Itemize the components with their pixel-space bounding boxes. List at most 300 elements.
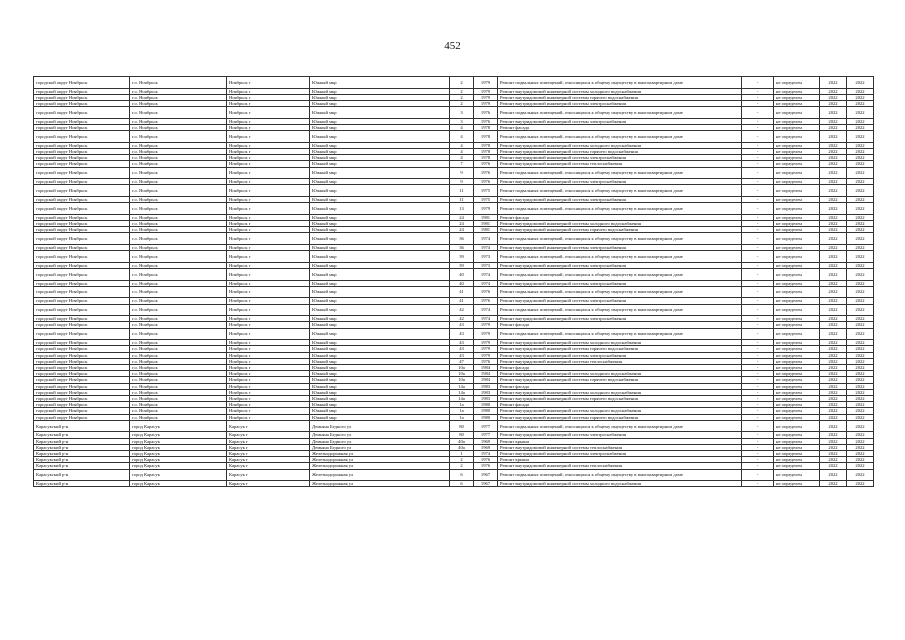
street-cell: Южный мкр [310,383,450,389]
build-year-cell: 1979 [474,88,498,94]
settlement-cell: Ноябрьск г [227,125,310,131]
settlement-cell: Ноябрьск г [227,262,310,268]
house-number-cell: 1а [450,402,474,408]
street-cell: Южный мкр [310,269,450,281]
status-cell: не определен [774,262,820,268]
work-type-cell: Ремонт внутридомовой инженерной системы электроснабжения [498,316,742,322]
build-year-cell: 1978 [474,149,498,155]
build-year-cell: 1976 [474,161,498,167]
settlement-cell: Ноябрьск г [227,358,310,364]
status-cell: не определен [774,161,820,167]
value-cell: - [742,444,774,450]
work-type-cell: Ремонт крыши [498,457,742,463]
start-year-cell: 2022 [820,203,847,215]
start-year-cell: 2022 [820,233,847,245]
municipality-cell: город Карасук [130,451,227,457]
status-cell: не определен [774,408,820,414]
street-cell: Южный мкр [310,280,450,286]
municipality-cell: г.о. Ноябрьск [130,262,227,268]
settlement-cell: Ноябрьск г [227,352,310,358]
start-year-cell: 2022 [820,107,847,119]
settlement-cell: Ноябрьск г [227,408,310,414]
house-number-cell: 4 [450,149,474,155]
municipality-cell: г.о. Ноябрьск [130,402,227,408]
municipality-cell: г.о. Ноябрьск [130,408,227,414]
district-cell: Карасукский р-н [34,451,130,457]
build-year-cell: 1976 [474,457,498,463]
municipality-cell: г.о. Ноябрьск [130,197,227,203]
work-type-cell: Ремонт внутридомовой инженерной системы электроснабжения [498,352,742,358]
end-year-cell: 2022 [847,304,874,316]
start-year-cell: 2022 [820,221,847,227]
value-cell: - [742,438,774,444]
end-year-cell: 2022 [847,358,874,364]
municipality-cell: г.о. Ноябрьск [130,125,227,131]
settlement-cell: Карасук г [227,420,310,432]
municipality-cell: г.о. Ноябрьск [130,352,227,358]
work-type-cell: Ремонт внутридомовой инженерной системы электроснабжения [498,155,742,161]
work-type-cell: Ремонт внутридомовой инженерной системы холодного водоснабжения [498,408,742,414]
street-cell: Южный мкр [310,179,450,185]
build-year-cell: 1976 [474,298,498,304]
street-cell: Южный мкр [310,101,450,107]
house-number-cell: 43 [450,322,474,328]
value-cell: - [742,328,774,340]
value-cell: - [742,251,774,263]
district-cell: городской округ Ноябрьск [34,304,130,316]
municipality-cell: г.о. Ноябрьск [130,383,227,389]
district-cell: городской округ Ноябрьск [34,107,130,119]
start-year-cell: 2022 [820,481,847,487]
district-cell: городской округ Ноябрьск [34,233,130,245]
end-year-cell: 2022 [847,438,874,444]
street-cell: Южный мкр [310,286,450,298]
municipality-cell: г.о. Ноябрьск [130,161,227,167]
end-year-cell: 2022 [847,444,874,450]
settlement-cell: Ноябрьск г [227,298,310,304]
house-number-cell: 41 [450,286,474,298]
build-year-cell: 1975 [474,185,498,197]
build-year-cell: 1978 [474,125,498,131]
build-year-cell: 1981 [474,221,498,227]
end-year-cell: 2022 [847,88,874,94]
build-year-cell: 1978 [474,131,498,143]
status-cell: не определен [774,377,820,383]
status-cell: не определен [774,185,820,197]
house-number-cell: 1а [450,414,474,420]
build-year-cell: 1976 [474,107,498,119]
street-cell: Южный мкр [310,316,450,322]
district-cell: городской округ Ноябрьск [34,118,130,124]
settlement-cell: Ноябрьск г [227,377,310,383]
municipality-cell: г.о. Ноябрьск [130,269,227,281]
start-year-cell: 2022 [820,118,847,124]
end-year-cell: 2022 [847,340,874,346]
build-year-cell: 1979 [474,203,498,215]
value-cell: - [742,101,774,107]
table-row [34,131,874,143]
start-year-cell: 2022 [820,101,847,107]
status-cell: не определен [774,352,820,358]
municipality-cell: г.о. Ноябрьск [130,167,227,179]
start-year-cell: 2022 [820,322,847,328]
municipality-cell: г.о. Ноябрьск [130,371,227,377]
end-year-cell: 2022 [847,221,874,227]
table-row [34,328,874,340]
end-year-cell: 2022 [847,432,874,438]
district-cell: городской округ Ноябрьск [34,125,130,131]
end-year-cell: 2022 [847,383,874,389]
district-cell: городской округ Ноябрьск [34,298,130,304]
build-year-cell: 1980 [474,414,498,420]
value-cell: - [742,340,774,346]
house-number-cell: 39 [450,251,474,263]
municipality-cell: г.о. Ноябрьск [130,142,227,148]
value-cell: - [742,432,774,438]
status-cell: не определен [774,444,820,450]
district-cell: городской округ Ноябрьск [34,203,130,215]
build-year-cell: 1979 [474,346,498,352]
end-year-cell: 2022 [847,451,874,457]
municipality-cell: г.о. Ноябрьск [130,340,227,346]
district-cell: городской округ Ноябрьск [34,371,130,377]
work-type-cell: Ремонт внутридомовой инженерной системы холодного водоснабжения [498,389,742,395]
municipality-cell: г.о. Ноябрьск [130,316,227,322]
start-year-cell: 2022 [820,197,847,203]
work-type-cell: Ремонт подвальных помещений, относящихся к общему имуществу в многоквартирном доме [498,304,742,316]
value-cell: - [742,167,774,179]
status-cell: не определен [774,197,820,203]
district-cell: Карасукский р-н [34,438,130,444]
status-cell: не определен [774,107,820,119]
district-cell: городской округ Ноябрьск [34,352,130,358]
settlement-cell: Ноябрьск г [227,251,310,263]
table-row [34,286,874,298]
end-year-cell: 2022 [847,316,874,322]
status-cell: не определен [774,340,820,346]
work-type-cell: Ремонт подвальных помещений, относящихся к общему имуществу в многоквартирном доме [498,328,742,340]
municipality-cell: город Карасук [130,457,227,463]
start-year-cell: 2022 [820,179,847,185]
municipality-cell: город Карасук [130,438,227,444]
house-number-cell: 1а [450,408,474,414]
start-year-cell: 2022 [820,227,847,233]
house-number-cell: 11 [450,197,474,203]
street-cell: Южный мкр [310,221,450,227]
street-cell: Южный мкр [310,125,450,131]
start-year-cell: 2022 [820,438,847,444]
street-cell: Южный мкр [310,298,450,304]
start-year-cell: 2022 [820,155,847,161]
street-cell: Южный мкр [310,142,450,148]
work-type-cell: Ремонт подвальных помещений, относящихся к общему имуществу в многоквартирном доме [498,269,742,281]
value-cell: - [742,286,774,298]
end-year-cell: 2022 [847,125,874,131]
build-year-cell: 1967 [474,469,498,481]
street-cell: Железнодорожная ул [310,463,450,469]
build-year-cell: 1973 [474,262,498,268]
municipality-cell: г.о. Ноябрьск [130,155,227,161]
district-cell: городской округ Ноябрьск [34,101,130,107]
district-cell: городской округ Ноябрьск [34,414,130,420]
house-number-cell: 9 [450,167,474,179]
street-cell: Южный мкр [310,167,450,179]
work-type-cell: Ремонт внутридомовой инженерной системы теплоснабжения [498,358,742,364]
district-cell: городской округ Ноябрьск [34,286,130,298]
municipality-cell: г.о. Ноябрьск [130,77,227,89]
work-type-cell: Ремонт внутридомовой инженерной системы горячего водоснабжения [498,414,742,420]
settlement-cell: Ноябрьск г [227,94,310,100]
status-cell: не определен [774,167,820,179]
value-cell: - [742,77,774,89]
work-type-cell: Ремонт фасада [498,214,742,220]
settlement-cell: Ноябрьск г [227,414,310,420]
municipality-cell: г.о. Ноябрьск [130,107,227,119]
settlement-cell: Ноябрьск г [227,149,310,155]
status-cell: не определен [774,396,820,402]
settlement-cell: Ноябрьск г [227,118,310,124]
district-cell: городской округ Ноябрьск [34,77,130,89]
build-year-cell: 1983 [474,389,498,395]
street-cell: Железнодорожная ул [310,451,450,457]
district-cell: городской округ Ноябрьск [34,161,130,167]
end-year-cell: 2022 [847,269,874,281]
status-cell: не определен [774,214,820,220]
municipality-cell: г.о. Ноябрьск [130,377,227,383]
house-number-cell: 43 [450,340,474,346]
build-year-cell: 1978 [474,155,498,161]
end-year-cell: 2022 [847,203,874,215]
district-cell: городской округ Ноябрьск [34,402,130,408]
status-cell: не определен [774,451,820,457]
start-year-cell: 2022 [820,77,847,89]
start-year-cell: 2022 [820,389,847,395]
municipality-cell: г.о. Ноябрьск [130,131,227,143]
end-year-cell: 2022 [847,328,874,340]
build-year-cell: 1984 [474,365,498,371]
municipality-cell: г.о. Ноябрьск [130,322,227,328]
end-year-cell: 2022 [847,251,874,263]
district-cell: Карасукский р-н [34,463,130,469]
value-cell: - [742,245,774,251]
house-number-cell: 10а [450,377,474,383]
street-cell: Южный мкр [310,414,450,420]
house-number-cell: 2 [450,457,474,463]
value-cell: - [742,269,774,281]
street-cell: Южный мкр [310,346,450,352]
table-row [34,203,874,215]
status-cell: не определен [774,280,820,286]
house-number-cell: 47 [450,358,474,364]
street-cell: Южный мкр [310,245,450,251]
status-cell: не определен [774,142,820,148]
district-cell: городской округ Ноябрьск [34,322,130,328]
value-cell: - [742,469,774,481]
build-year-cell: 1979 [474,94,498,100]
end-year-cell: 2022 [847,463,874,469]
municipality-cell: г.о. Ноябрьск [130,203,227,215]
district-cell: Карасукский р-н [34,444,130,450]
municipality-cell: г.о. Ноябрьск [130,358,227,364]
end-year-cell: 2022 [847,94,874,100]
build-year-cell: 1979 [474,352,498,358]
house-number-cell: 80 [450,432,474,438]
start-year-cell: 2022 [820,328,847,340]
work-type-cell: Ремонт подвальных помещений, относящихся к общему имуществу в многоквартирном доме [498,469,742,481]
status-cell: не определен [774,251,820,263]
start-year-cell: 2022 [820,185,847,197]
district-cell: Карасукский р-н [34,481,130,487]
district-cell: городской округ Ноябрьск [34,185,130,197]
work-type-cell: Ремонт внутридомовой инженерной системы электроснабжения [498,262,742,268]
value-cell: - [742,457,774,463]
build-year-cell: 1969 [474,444,498,450]
build-year-cell: 1979 [474,77,498,89]
value-cell: - [742,262,774,268]
work-type-cell: Ремонт крыши [498,438,742,444]
value-cell: - [742,371,774,377]
status-cell: не определен [774,463,820,469]
start-year-cell: 2022 [820,286,847,298]
work-type-cell: Ремонт внутридомовой инженерной системы электроснабжения [498,451,742,457]
district-cell: городской округ Ноябрьск [34,280,130,286]
municipality-cell: г.о. Ноябрьск [130,221,227,227]
street-cell: Южный мкр [310,107,450,119]
house-number-cell: 2 [450,88,474,94]
build-year-cell: 1974 [474,316,498,322]
settlement-cell: Карасук г [227,451,310,457]
district-cell: городской округ Ноябрьск [34,149,130,155]
build-year-cell: 1980 [474,402,498,408]
settlement-cell: Карасук г [227,469,310,481]
value-cell: - [742,94,774,100]
district-cell: городской округ Ноябрьск [34,316,130,322]
house-number-cell: 10а [450,371,474,377]
build-year-cell: 1983 [474,383,498,389]
house-number-cell: 80 [450,420,474,432]
house-number-cell: 10а [450,365,474,371]
municipality-cell: город Карасук [130,420,227,432]
settlement-cell: Ноябрьск г [227,371,310,377]
settlement-cell: Ноябрьск г [227,304,310,316]
house-number-cell: 40 [450,269,474,281]
status-cell: не определен [774,88,820,94]
work-type-cell: Ремонт внутридомовой инженерной системы горячего водоснабжения [498,94,742,100]
status-cell: не определен [774,414,820,420]
house-number-cell: 36 [450,233,474,245]
build-year-cell: 1980 [474,408,498,414]
end-year-cell: 2022 [847,389,874,395]
street-cell: Южный мкр [310,408,450,414]
house-number-cell: 42 [450,316,474,322]
status-cell: не определен [774,203,820,215]
work-type-cell: Ремонт внутридомовой инженерной системы электроснабжения [498,101,742,107]
status-cell: не определен [774,469,820,481]
house-number-cell: 24 [450,227,474,233]
end-year-cell: 2022 [847,457,874,463]
value-cell: - [742,377,774,383]
district-cell: городской округ Ноябрьск [34,383,130,389]
build-year-cell: 1975 [474,197,498,203]
street-cell: Южный мкр [310,352,450,358]
table-row [34,233,874,245]
start-year-cell: 2022 [820,316,847,322]
street-cell: Южный мкр [310,227,450,233]
status-cell: не определен [774,286,820,298]
settlement-cell: Ноябрьск г [227,402,310,408]
build-year-cell: 1984 [474,377,498,383]
start-year-cell: 2022 [820,161,847,167]
status-cell: не определен [774,101,820,107]
house-number-cell: 43 [450,328,474,340]
start-year-cell: 2022 [820,340,847,346]
work-type-cell: Ремонт внутридомовой инженерной системы холодного водоснабжения [498,371,742,377]
district-cell: городской округ Ноябрьск [34,94,130,100]
start-year-cell: 2022 [820,358,847,364]
value-cell: - [742,221,774,227]
value-cell: - [742,304,774,316]
street-cell: Южный мкр [310,304,450,316]
settlement-cell: Ноябрьск г [227,227,310,233]
value-cell: - [742,346,774,352]
end-year-cell: 2022 [847,214,874,220]
settlement-cell: Карасук г [227,463,310,469]
settlement-cell: Ноябрьск г [227,221,310,227]
work-type-cell: Ремонт подвальных помещений, относящихся к общему имуществу в многоквартирном доме [498,185,742,197]
street-cell: Южный мкр [310,161,450,167]
end-year-cell: 2022 [847,233,874,245]
status-cell: не определен [774,125,820,131]
value-cell: - [742,88,774,94]
build-year-cell: 1967 [474,481,498,487]
status-cell: не определен [774,131,820,143]
district-cell: Карасукский р-н [34,432,130,438]
build-year-cell: 1974 [474,269,498,281]
value-cell: - [742,463,774,469]
status-cell: не определен [774,328,820,340]
table-row [34,77,874,89]
status-cell: не определен [774,77,820,89]
status-cell: не определен [774,269,820,281]
street-cell: Южный мкр [310,233,450,245]
status-cell: не определен [774,179,820,185]
status-cell: не определен [774,420,820,432]
municipality-cell: г.о. Ноябрьск [130,346,227,352]
start-year-cell: 2022 [820,214,847,220]
start-year-cell: 2022 [820,365,847,371]
end-year-cell: 2022 [847,469,874,481]
start-year-cell: 2022 [820,414,847,420]
street-cell: Южный мкр [310,396,450,402]
district-cell: городской округ Ноябрьск [34,155,130,161]
work-type-cell: Ремонт внутридомовой инженерной системы горячего водоснабжения [498,149,742,155]
settlement-cell: Ноябрьск г [227,389,310,395]
end-year-cell: 2022 [847,167,874,179]
street-cell: Южный мкр [310,365,450,371]
house-number-cell: 24 [450,214,474,220]
house-number-cell: 6 [450,469,474,481]
value-cell: - [742,358,774,364]
work-type-cell: Ремонт подвальных помещений, относящихся к общему имуществу в многоквартирном доме [498,131,742,143]
build-year-cell: 1983 [474,396,498,402]
municipality-cell: г.о. Ноябрьск [130,118,227,124]
settlement-cell: Ноябрьск г [227,340,310,346]
settlement-cell: Ноябрьск г [227,161,310,167]
status-cell: не определен [774,233,820,245]
value-cell: - [742,155,774,161]
district-cell: городской округ Ноябрьск [34,358,130,364]
end-year-cell: 2022 [847,149,874,155]
